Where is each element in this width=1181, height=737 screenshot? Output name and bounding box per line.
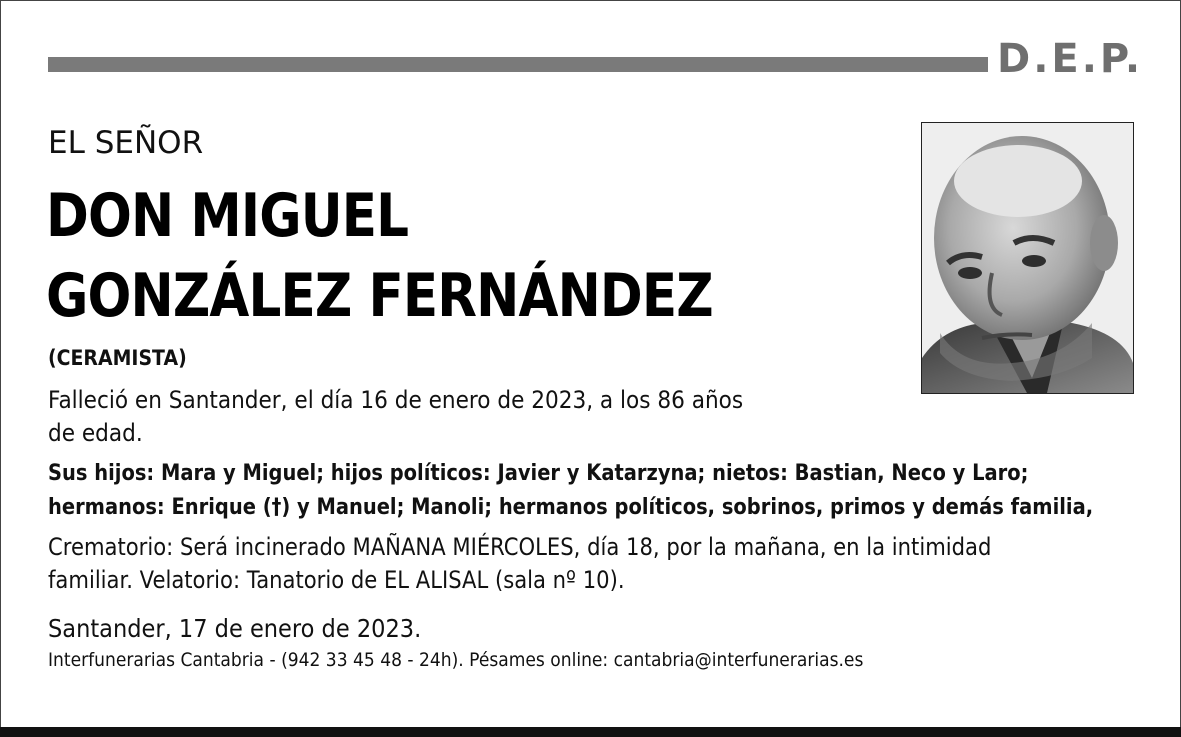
header-rule [48, 57, 988, 72]
dep-label: D.E.P. [997, 36, 1144, 82]
honorific-prefix: EL SEÑOR [48, 125, 204, 161]
portrait-photo [921, 122, 1134, 394]
funeral-services: Crematorio: Será incinerado MAÑANA MIÉRCOLES, día 18, por la mañana, en la intimidad familiar. Velatorio: Tanatorio de EL ALISAL (sala nº 10). [48, 533, 992, 594]
occupation: (CERAMISTA) [48, 346, 187, 370]
funeral-home-contact: Interfunerarias Cantabria - (942 33 45 48 - 24h). Pésames online: cantabria@interfunerarias.es [48, 649, 864, 671]
bottom-rule [0, 727, 1181, 737]
deceased-name [46, 176, 713, 336]
deceased-name-line-2: GONZÁLEZ FERNÁNDEZ [46, 261, 713, 331]
death-notice: Falleció en Santander, el día 16 de enero de 2023, a los 86 años de edad. [48, 386, 744, 447]
deceased-name-line-1: DON MIGUEL [46, 181, 409, 251]
family-list: Sus hijos: Mara y Miguel; hijos políticos: Javier y Katarzyna; nietos: Bastian, Neco y Laro; hermanos: Enrique (†) y Manuel; Manoli; hermanos políticos, sobrinos, primos y demás familia, [48, 461, 1094, 520]
portrait-photo-icon [922, 123, 1133, 393]
place-and-date: Santander, 17 de enero de 2023. [48, 614, 422, 643]
